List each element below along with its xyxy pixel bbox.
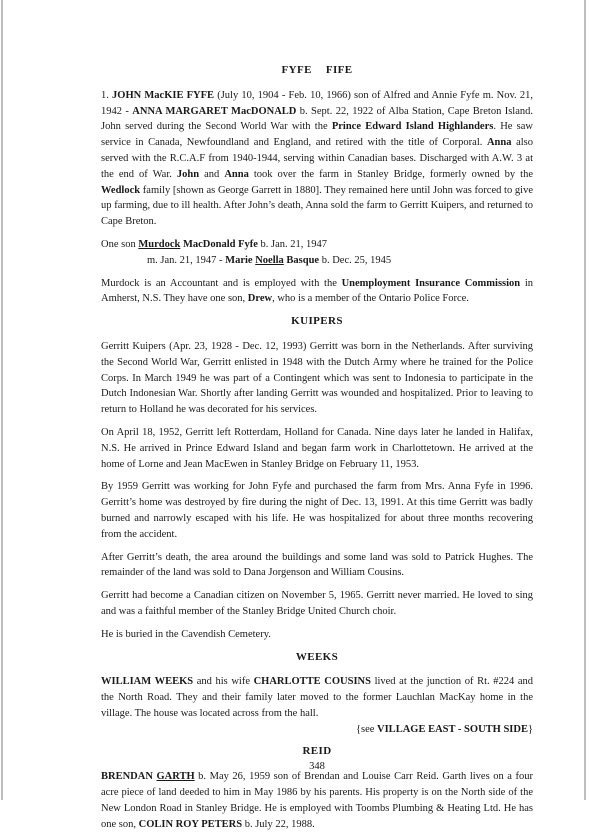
document-page xyxy=(101,61,533,839)
heading-fyfe: FYFE xyxy=(281,64,312,76)
kuipers-paragraph: On April 18, 1952, Gerritt left Rotterdam, Holland for Canada. Nine days later he landed in Halifax, N.S. He arrived in Prince Edward Island and began farm work in Charlottetown. He arrived at the home of Lorne and Jean MacEwen in Stanley Bridge on February 11, 1953. xyxy=(101,426,533,470)
reid-paragraph: BRENDAN GARTH b. May 26, 1959 son of Brendan and Louise Carr Reid. Garth lives on a four acre piece of land deeded to him in May 1986 by his parents. His property is on the North side of the New London Road in Stanley Bridge. He is employed with Toombs Plumbing & Heating Ltd. He has one son, COLIN ROY PETERS b. July 22, 1988. xyxy=(101,771,533,830)
section-heading-kuipers: KUIPERS xyxy=(291,315,343,328)
weeks-paragraph: WILLIAM WEEKS and his wife CHARLOTTE COUSINS lived at the junction of Rt. #224 and the North Road. They and their family later moved to the former Lauchlan MacKay home in the village. The house was located across from the hall. xyxy=(101,676,534,719)
kuipers-paragraph: He is buried in the Cavendish Cemetery. xyxy=(101,628,271,640)
weeks-see-reference: {see VILLAGE EAST - SOUTH SIDE} xyxy=(355,723,533,735)
kuipers-paragraph: Gerritt had become a Canadian citizen on November 5, 1965. Gerritt never married. He loved to sing and was a faithful member of the Stanley Bridge United Church choir. xyxy=(101,590,533,617)
kuipers-paragraph: Gerritt Kuipers (Apr. 23, 1928 - Dec. 12, 1993) Gerritt was born in the Netherlands. After surviving the Second World War, Gerritt enlisted in 1948 with the Dutch Army where he trained for the Police Corps. In March 1949 he was part of a Contingent which was sent to Indonesia to participate in the Dutch Indonesian War. Shortly after landing Gerritt was wounded and hospitalized. Prior to leaving to return to Holland he was decorated for his services. xyxy=(101,340,533,416)
fyfe-paragraph-2: Murdock is an Accountant and is employed with the Unemployment Insurance Commission in Amherst, N.S. They have one son, Drew, who is a member of the Ontario Police Force. xyxy=(101,277,534,305)
fyfe-marriage-line: m. Jan. 21, 1947 - Marie Noella Basque b. Dec. 25, 1945 xyxy=(147,254,392,266)
fyfe-paragraph-1: 1. JOHN MacKIE FYFE (July 10, 1904 - Feb. 10, 1966) son of Alfred and Annie Fyfe m. Nov. 21, 1942 - ANNA MARGARET MacDONALD b. Sept. 22, 1922 of Alba Station, Cape Breton Island. John served during the Second World War with the Prince Edward Island Highlanders. He saw service in Canada, Newfoundland and England, and retired with the title of Corporal. Anna also served with the R.C.A.F from 1940-1944, serving within Canadian bases. Discharged with A.W. 3 at the end of War. John and Anna took over the farm in Stanley Bridge, formerly owned by the Wedlock family [shown as George Garrett in 1880]. They remained here until John was forced to give up farming, due to ill health. After John’s death, Anna sold the farm to Gerritt Kuipers, and returned to Cape Breton. xyxy=(101,89,534,228)
section-heading-reid: REID xyxy=(302,745,332,758)
kuipers-paragraph: After Gerritt’s death, the area around the buildings and some land was sold to Patrick Hughes. The remainder of the land was sold to Dana Jorgenson and William Cousins. xyxy=(101,551,533,579)
right-page-edge xyxy=(584,0,586,800)
kuipers-paragraph: By 1959 Gerritt was working for John Fyfe and purchased the farm from Mrs. Anna Fyfe in 1996. Gerritt’s home was destroyed by fire during the night of Dec. 13, 1991. At this time Gerritt was badly burned and narrowly escaped with his life. He was hospitalized for about three months recovering from the accident. xyxy=(101,481,533,540)
section-heading-weeks: WEEKS xyxy=(295,650,339,663)
page-number: 348 xyxy=(309,761,325,772)
left-page-edge xyxy=(1,0,3,800)
section-heading-fyfe xyxy=(101,63,533,79)
fyfe-son-line: One son Murdock MacDonald Fyfe b. Jan. 21, 1947 xyxy=(101,238,328,250)
heading-fife: FIFE xyxy=(325,64,353,76)
